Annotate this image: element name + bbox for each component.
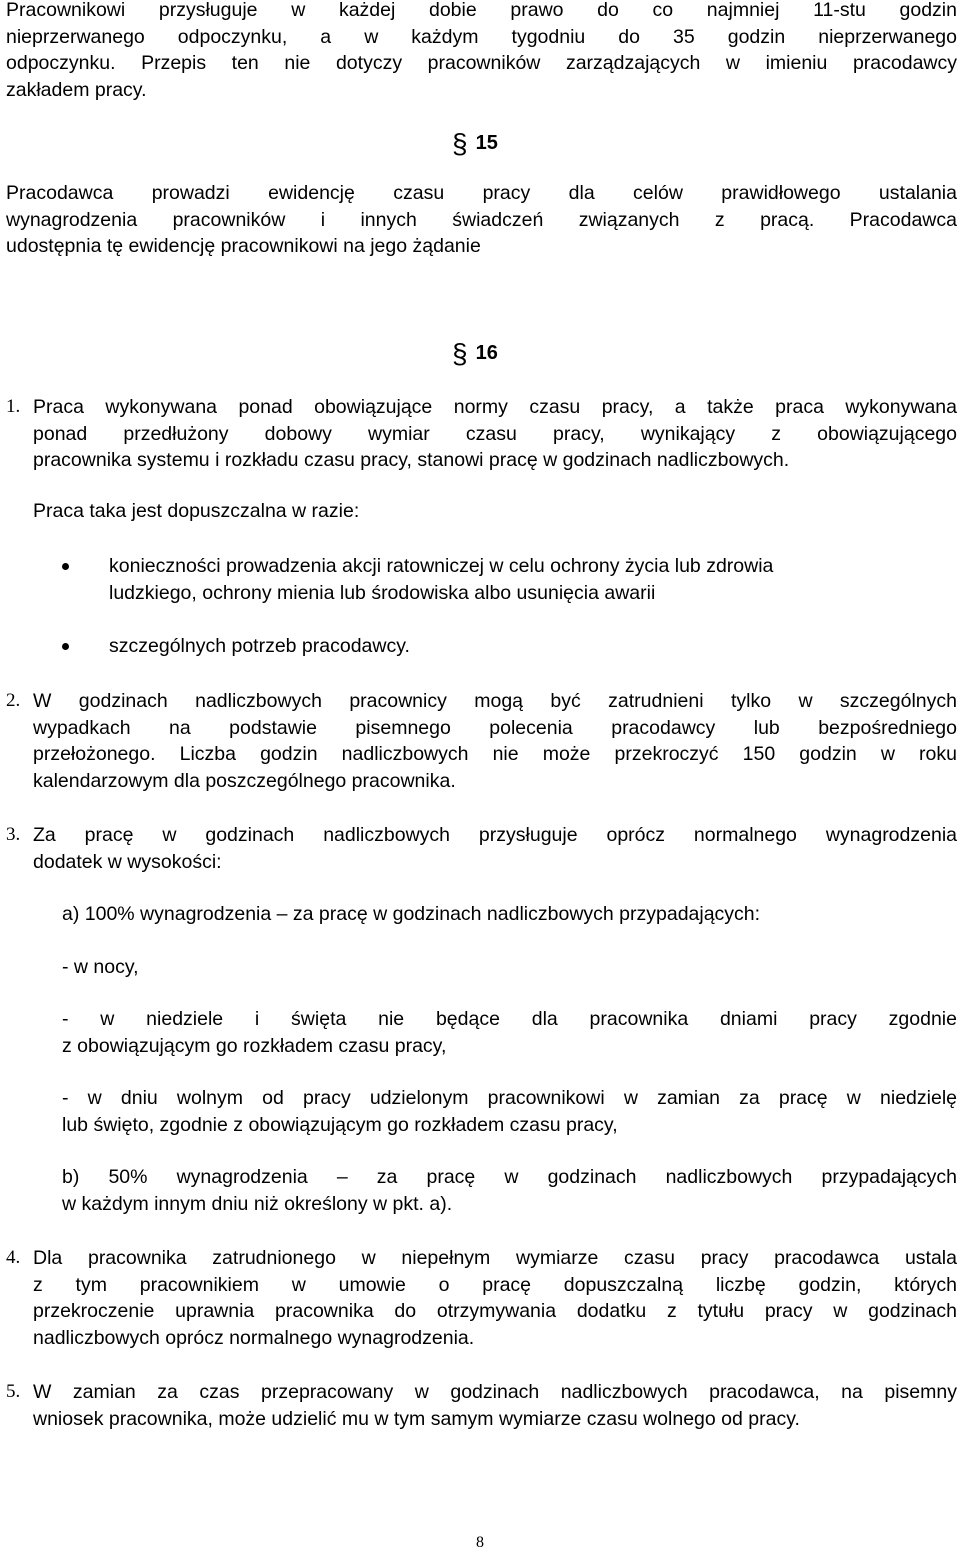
sub-item: [62, 901, 957, 928]
section-number: 15: [475, 132, 498, 154]
text-line: Za pracę w godzinach nadliczbowych przysługuje oprócz normalnego wynagrodzenia: [33, 824, 957, 846]
page-number: 8: [476, 1534, 484, 1551]
intro-paragraph: [6, 0, 957, 103]
section-mark: §: [452, 128, 468, 159]
item-3-paragraph: [33, 822, 957, 875]
text-line: - w dniu wolnym od pracy udzielonym pracownikowi w zamian za pracę w niedzielę: [62, 1087, 957, 1109]
sub-item: [62, 1164, 957, 1217]
text-line: W zamian za czas przepracowany w godzinach nadliczbowych pracodawca, na pisemny: [33, 1381, 957, 1403]
section-15-paragraph: [6, 180, 957, 260]
text-line: pracownika systemu i rozkładu czasu pracy, stanowi pracę w godzinach nadliczbowych.: [33, 449, 790, 471]
section-mark: §: [452, 338, 468, 369]
text-line: nadliczbowych oprócz normalnego wynagrodzenia.: [33, 1326, 475, 1349]
text-line: wypadkach na podstawie pisemnego polecenia pracodawcy lub bezpośredniego: [33, 716, 957, 739]
item-2-paragraph: [33, 688, 957, 794]
text-line: z obowiązującym go rozkładem czasu pracy,: [62, 1034, 447, 1057]
text-line: Pracownikowi przysługuje w każdej dobie prawo do co najmniej 11-stu godzin: [6, 0, 957, 21]
text-line: wynagrodzenia pracowników i innych świadczeń związanych z pracą. Pracodawca: [6, 208, 957, 231]
text-line: udostępnia tę ewidencję pracownikowi na jego żądanie: [6, 235, 481, 257]
text-line: przełożonego. Liczba godzin nadliczbowych nie może przekroczyć 150 godzin w roku: [33, 743, 957, 765]
text-line: dodatek w wysokości:: [33, 850, 222, 873]
text-line: a) 100% wynagrodzenia – za pracę w godzinach nadliczbowych przypadających:: [62, 903, 761, 925]
item-number: 5.: [6, 1381, 21, 1402]
item-5-paragraph: [33, 1379, 957, 1432]
text-line: b) 50% wynagrodzenia – za pracę w godzinach nadliczbowych przypadających: [62, 1166, 957, 1188]
text-line: ponad przedłużony dobowy wymiar czasu pracy, wynikający z obowiązującego: [33, 422, 957, 445]
section-heading-15: [452, 130, 498, 157]
section-heading-16: [452, 340, 498, 367]
text-line: w każdym innym dniu niż określony w pkt. a).: [62, 1192, 453, 1215]
text-line: - w nocy,: [62, 956, 139, 978]
allowed-intro: [33, 498, 957, 525]
text-line: Praca wykonywana ponad obowiązujące normy czasu pracy, a także praca wykonywana: [33, 396, 957, 418]
text-line: konieczności prowadzenia akcji ratowniczej w celu ochrony życia lub zdrowia: [109, 555, 774, 577]
item-number: 2.: [6, 690, 21, 711]
item-4-paragraph: [33, 1245, 957, 1351]
bullet-icon: [62, 563, 69, 570]
bullet-icon: [62, 643, 69, 650]
text-line: Praca taka jest dopuszczalna w razie:: [33, 500, 360, 522]
text-line: odpoczynku. Przepis ten nie dotyczy pracowników zarządzających w imieniu pracodawcy: [6, 52, 957, 74]
text-line: Dla pracownika zatrudnionego w niepełnym wymiarze czasu pracy pracodawca ustala: [33, 1247, 957, 1269]
text-line: - w niedziele i święta nie będące dla pracownika dniami pracy zgodnie: [62, 1008, 957, 1030]
sub-item: [62, 1085, 957, 1138]
text-line: szczególnych potrzeb pracodawcy.: [109, 635, 410, 657]
text-line: zakładem pracy.: [6, 78, 147, 101]
sub-item: [62, 1006, 957, 1059]
text-line: lub święto, zgodnie z obowiązującym go rozkładem czasu pracy,: [62, 1113, 618, 1136]
text-line: Pracodawca prowadzi ewidencję czasu pracy dla celów prawidłowego ustalania: [6, 182, 957, 204]
item-1-paragraph: [33, 394, 957, 474]
bullet-item: [109, 553, 957, 606]
text-line: wniosek pracownika, może udzielić mu w tym samym wymiarze czasu wolnego od pracy.: [33, 1407, 800, 1430]
item-number: 3.: [6, 824, 21, 845]
item-number: 4.: [6, 1247, 21, 1268]
text-line: nieprzerwanego odpoczynku, a w każdym tygodniu do 35 godzin nieprzerwanego: [6, 25, 957, 48]
text-line: W godzinach nadliczbowych pracownicy mogą być zatrudnieni tylko w szczególnych: [33, 690, 957, 712]
text-line: z tym pracownikiem w umowie o pracę dopuszczalną liczbę godzin, których: [33, 1273, 957, 1296]
bullet-item: [109, 633, 957, 660]
text-line: ludzkiego, ochrony mienia lub środowiska albo usunięcia awarii: [109, 581, 656, 604]
text-line: kalendarzowym dla poszczególnego pracownika.: [33, 769, 456, 792]
text-line: przekroczenie uprawnia pracownika do otrzymywania dodatku z tytułu pracy w godzinach: [33, 1300, 957, 1322]
item-number: 1.: [6, 396, 21, 417]
sub-item: [62, 954, 957, 981]
section-number: 16: [475, 342, 498, 364]
